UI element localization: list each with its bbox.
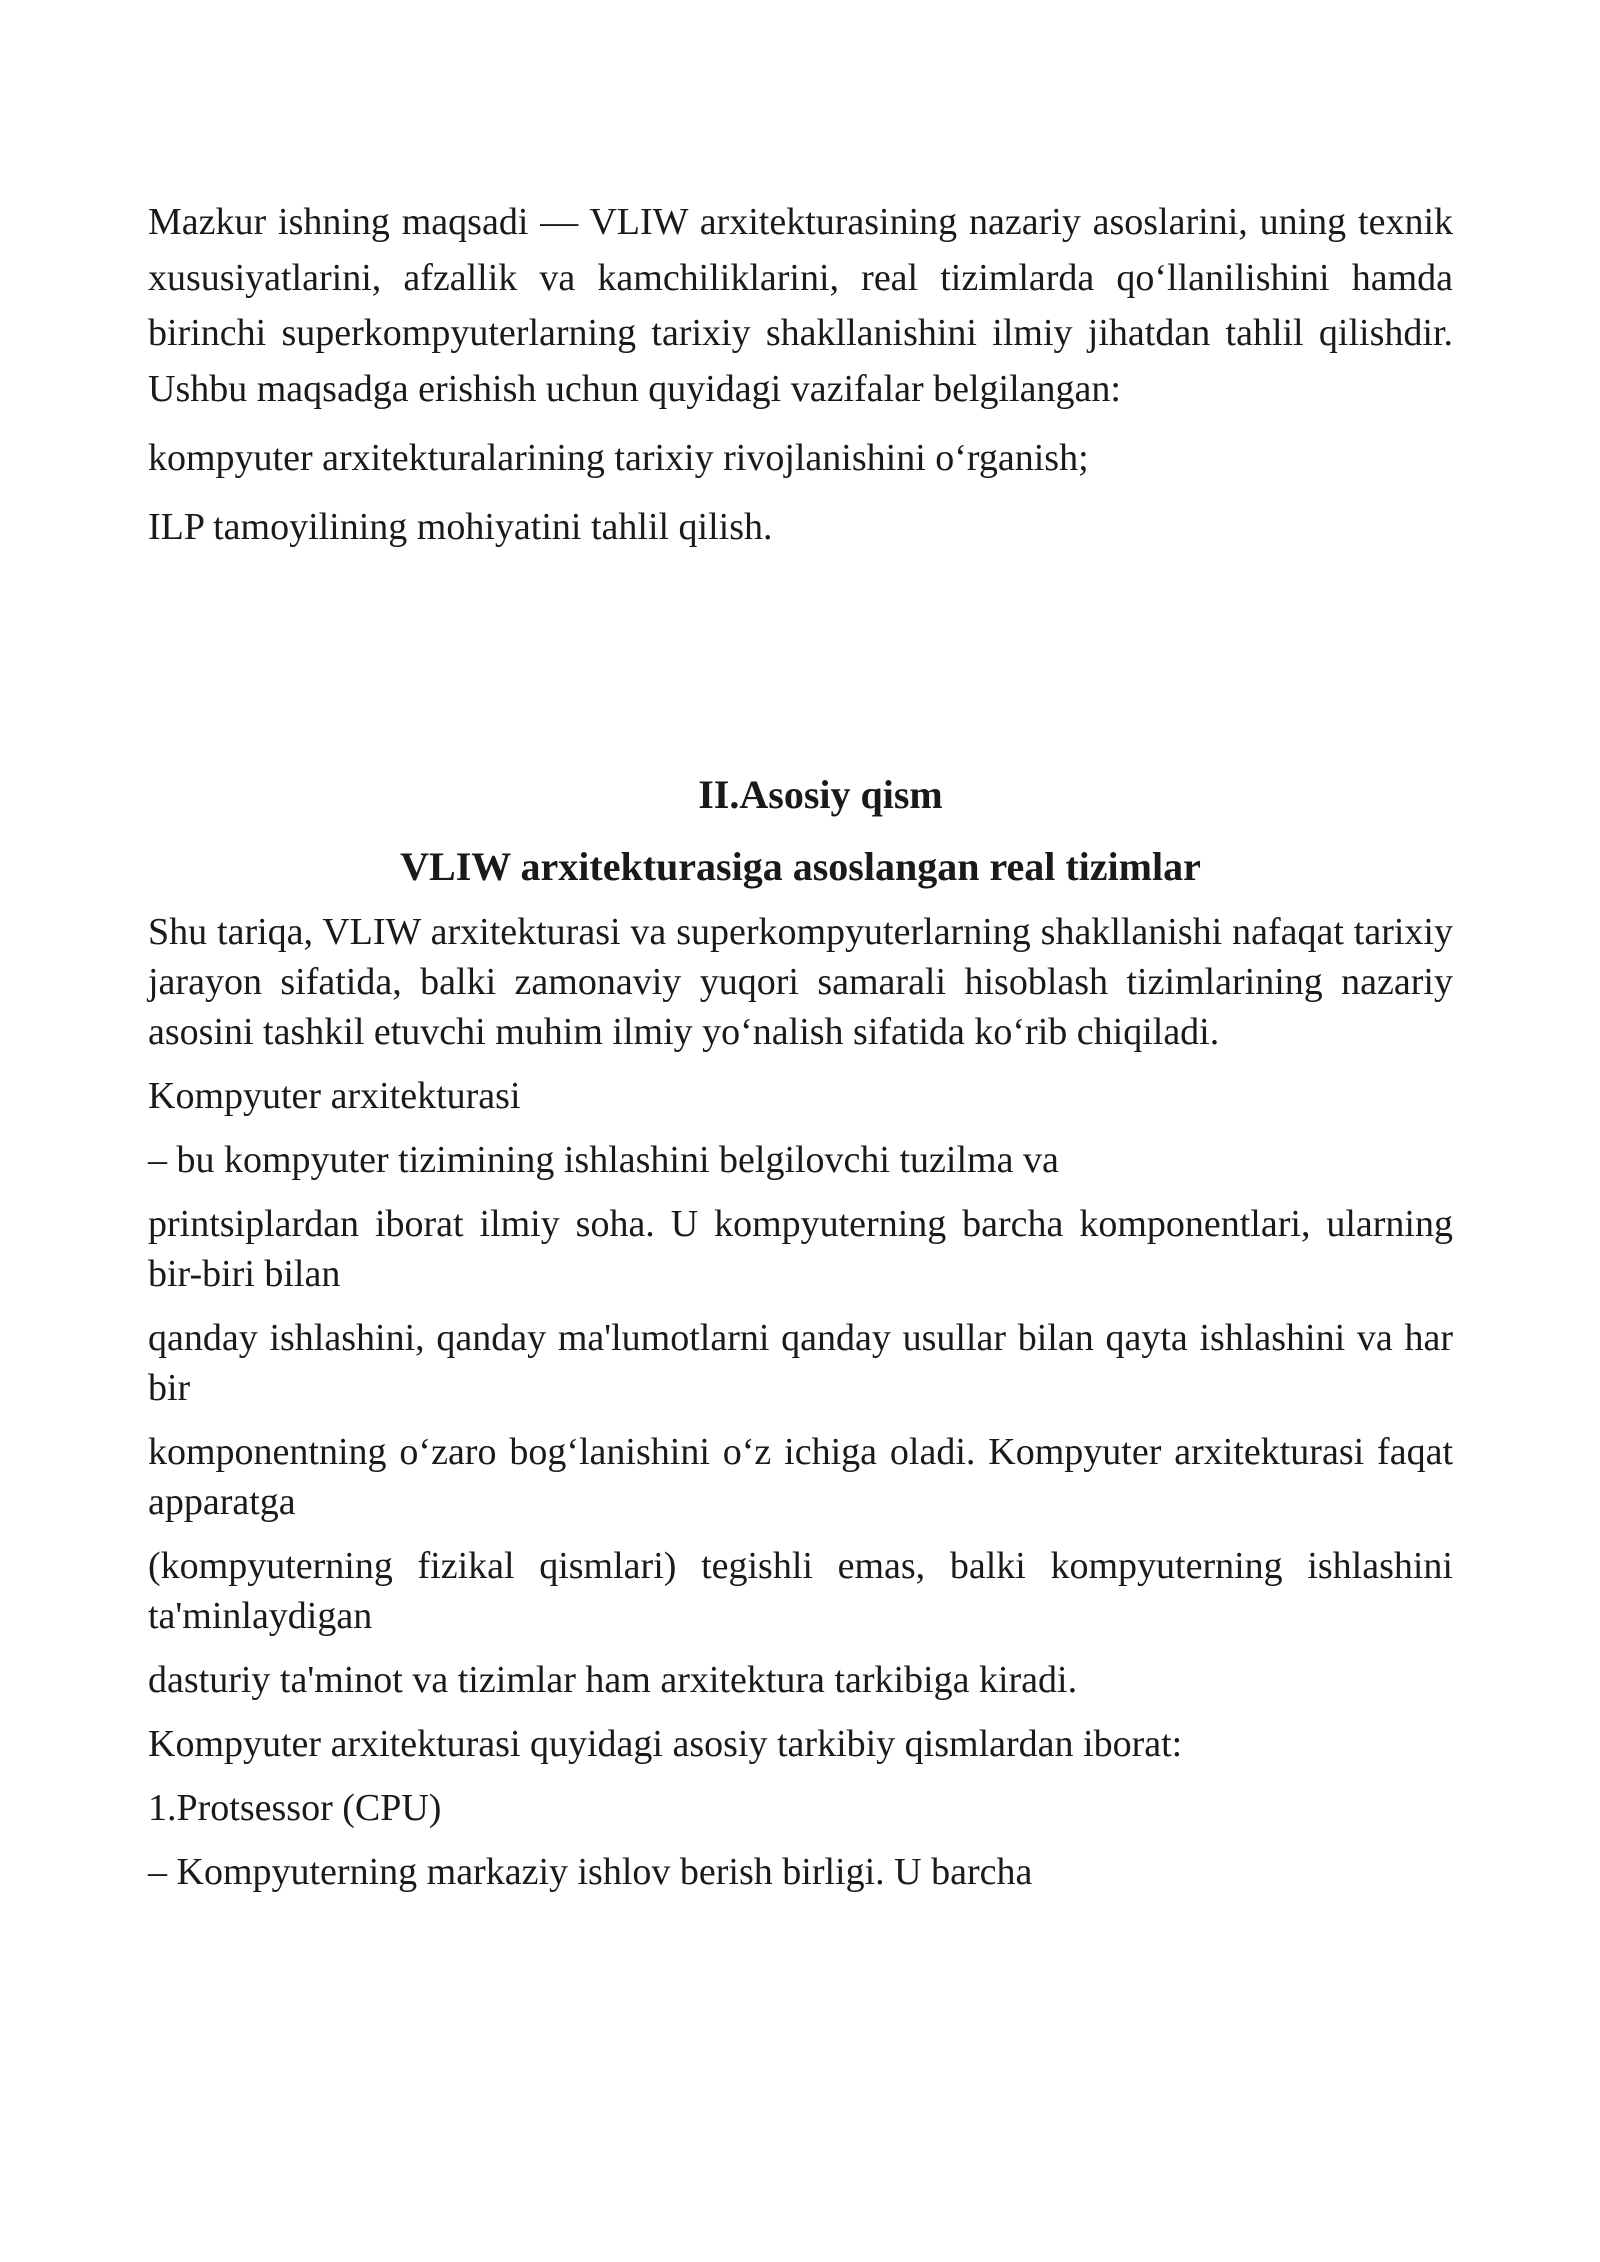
task-item: ILP tamoyilining mohiyatini tahlil qilish. bbox=[148, 506, 773, 548]
body-paragraph: dasturiy ta'minot va tizimlar ham arxitektura tarkibiga kiradi. bbox=[148, 1659, 1078, 1701]
body-paragraph: 1.Protsessor (CPU) bbox=[148, 1787, 442, 1829]
body-paragraph: (kompyuterning fizikal qismlari) tegishli emas, balki kompyuterning ishlashini ta'minlaydigan bbox=[148, 1545, 1453, 1637]
intro-paragraph: Mazkur ishning maqsadi — VLIW arxitekturasining nazariy asoslarini, uning texnik xususiyatlarini, afzallik va kamchiliklarini, real tizimlarda qo‘llanilishini hamda birinchi superkompyuterlarning tarixiy shakllanishini ilmiy jihatdan tahlil qilishdir. Ushbu maqsadga erishish uchun quyidagi vazifalar belgilangan: bbox=[148, 201, 1453, 410]
section-subheading: VLIW arxitekturasiga asoslangan real tizimlar bbox=[400, 844, 1201, 889]
section-heading-block bbox=[148, 767, 1453, 895]
body-paragraph: qanday ishlashini, qanday ma'lumotlarni qanday usullar bilan qayta ishlashini va har bir bbox=[148, 1317, 1453, 1409]
body-paragraph: – bu kompyuter tizimining ishlashini belgilovchi tuzilma va bbox=[148, 1139, 1059, 1181]
section-heading: II.Asosiy qism bbox=[698, 772, 943, 817]
body-paragraph: printsiplardan iborat ilmiy soha. U kompyuterning barcha komponentlari, ularning bir-biri bilan bbox=[148, 1203, 1453, 1295]
body-paragraph: Kompyuter arxitekturasi quyidagi asosiy tarkibiy qismlardan iborat: bbox=[148, 1723, 1183, 1765]
document-page bbox=[148, 195, 1453, 1911]
body-paragraph: Kompyuter arxitekturasi bbox=[148, 1075, 521, 1117]
body-paragraph: – Kompyuterning markaziy ishlov berish birligi. U barcha bbox=[148, 1851, 1033, 1893]
task-item: kompyuter arxitekturalarining tarixiy rivojlanishini o‘rganish; bbox=[148, 437, 1089, 479]
body-paragraph: Shu tariqa, VLIW arxitekturasi va superkompyuterlarning shakllanishi nafaqat tarixiy jarayon sifatida, balki zamonaviy yuqori samarali hisoblash tizimlarining nazariy asosini tashkil etuvchi muhim ilmiy yo‘nalish sifatida ko‘rib chiqiladi. bbox=[148, 911, 1453, 1053]
section-body bbox=[148, 907, 1453, 1897]
body-paragraph: komponentning o‘zaro bog‘lanishini o‘z ichiga oladi. Kompyuter arxitekturasi faqat apparatga bbox=[148, 1431, 1453, 1523]
